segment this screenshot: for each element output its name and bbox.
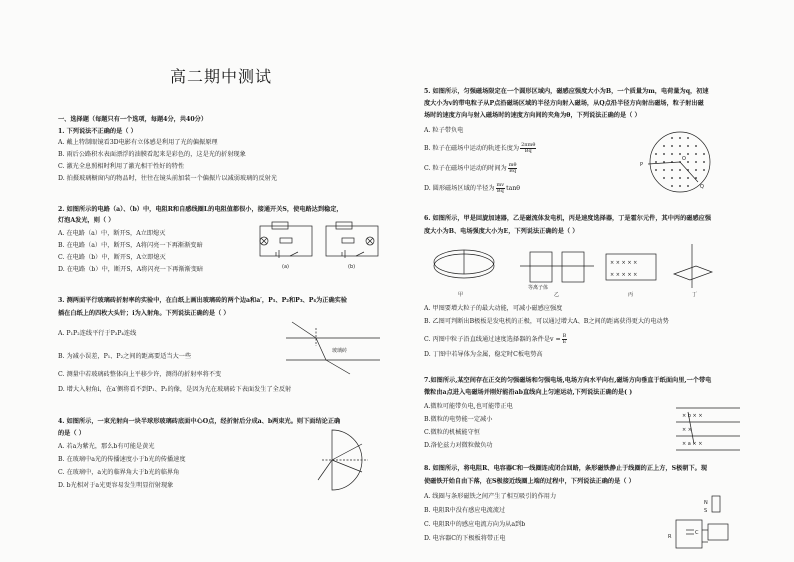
field-dot <box>687 161 689 163</box>
q2-circuit-figure <box>250 222 390 272</box>
field-dot <box>679 177 681 179</box>
q3-option-c: C. 测量中若玻璃砖整体向上平移少许，测得的折射率将不变 <box>58 371 222 378</box>
q3-stem-2: 插在白纸上的四枚大头针；i为入射角。下列说法正确的是（ ） <box>58 310 230 317</box>
q4-option-b: B. 在玻璃中a光的传播速度小于b光的传播速度 <box>58 456 186 463</box>
q6-option-a: A. 甲图要增大粒子的最大动能，可减小磁感应强度 <box>424 305 563 312</box>
q6-devices-figure <box>430 244 720 298</box>
q1-option-c: C. 激光全息照相时利用了激光相干性好的特性 <box>58 163 185 170</box>
field-dot <box>671 137 673 139</box>
q5-option-b-fraction <box>520 143 536 154</box>
field-dot <box>679 185 681 187</box>
q6-option-d: D. 丁图中若导体为金属，稳定时C板电势高 <box>424 351 543 358</box>
q6-option-c <box>424 334 568 345</box>
inductor-a <box>272 222 288 229</box>
q2-stem-2: 灯泡A发光，则（ ） <box>58 217 115 224</box>
field-dot <box>679 153 681 155</box>
q6-option-b: B. 乙图可判断出B极板是发电机的正极，可以通过增大A、B之间的距离获得更大的电动势 <box>424 318 669 325</box>
q6-c-denominator: E <box>562 339 567 345</box>
q5-option-d <box>424 183 520 194</box>
q1-option-b: B. 雨后公路积水表面漂浮的油膜看起来是彩色的，这是光的折射现象 <box>58 151 246 158</box>
field-dot <box>695 169 697 171</box>
q6-c-numerator: B <box>562 333 567 339</box>
point-p-label: P <box>640 162 644 168</box>
figure-bing-label: 丙 <box>628 292 634 298</box>
field-dot <box>663 153 665 155</box>
q7-crosses-3: × a × × <box>682 441 703 447</box>
q7-stem-1: 7.如图所示,某空间存在正交的匀强磁场和匀强电场,电场方向水平向右,磁场方向垂直于纸面向里,一个带电 <box>424 377 712 384</box>
q4-option-d: D. b光相对于a光更容易发生明显衍射现象 <box>58 482 174 489</box>
field-dot <box>703 169 705 171</box>
field-dot <box>679 169 681 171</box>
q5-option-d-fraction <box>496 183 506 194</box>
q4-option-c: C. 在玻璃中，a光的临界角大于b光的临界角 <box>58 469 180 476</box>
figure-ding-label: 丁 <box>692 292 698 298</box>
field-dot <box>671 177 673 179</box>
field-dot <box>695 153 697 155</box>
q3-glass-figure <box>286 322 382 374</box>
field-dot <box>679 145 681 147</box>
point-o-label: O <box>682 156 686 162</box>
field-dot <box>703 161 705 163</box>
q3-option-a: A. P₁P₂连线平行于P₃P₄连线 <box>58 330 137 337</box>
q3-stem-1: 3. 测两面平行玻璃砖折射率的实验中，在白纸上画出玻璃砖的两个边a和a′，P₁、P₂和P₃、P₄为正确实验 <box>58 297 348 304</box>
q5-c-denominator: Bq <box>509 168 517 174</box>
q5-option-d-text: D. 圆形磁场区域的半径为 <box>424 185 495 192</box>
q8-option-a: A. 线圈与条形磁铁之间产生了相互吸引的作用力 <box>424 493 557 500</box>
q6-option-c-text: C. 丙图中粒子沿直线通过速度选择器的条件是 <box>424 336 551 343</box>
q3-option-b: B. 为减小误差，P₁、P₂之间的距离要适当大一些 <box>58 353 192 360</box>
q2-stem-1: 2. 如图所示的电路（a）、（b）中，电阻R和自感线圈L的电阻值都很小，接通开关S，使电路达到稳定， <box>58 206 343 213</box>
q7-option-c: C.微粒的机械能守恒 <box>424 429 480 436</box>
q3-option-d: D. 增大入射角i，在a′侧将看不到P₁、P₂的像，是因为光在玻璃砖下表面发生了全反射 <box>58 386 292 393</box>
q5-b-numerator: 2πmθ <box>521 142 536 148</box>
field-dot <box>655 169 657 171</box>
q5-d-numerator: mv <box>496 182 505 188</box>
field-dot <box>655 161 657 163</box>
q7-field-figure <box>672 400 744 456</box>
q7-crosses-1: × b × × <box>682 413 703 419</box>
capacitor-c-label: C <box>695 530 699 536</box>
q1-option-d: D. 拍摄玻璃橱窗内的物品时，往往在镜头前加装一个偏振片以减弱玻璃的反射光 <box>58 175 278 182</box>
q2-option-d: D. 在电路（b）中，断开S，A将闪亮一下再渐渐变暗 <box>58 266 204 273</box>
q5-option-c <box>424 163 518 174</box>
field-dot <box>671 145 673 147</box>
field-dot <box>687 153 689 155</box>
q6-stem-2: 度大小为B、电场强度大小为E，下列说法正确的是（ ） <box>424 228 579 235</box>
q5-b-denominator: Bq <box>524 148 532 154</box>
field-dot <box>663 145 665 147</box>
q4-stem-1: 4. 如图所示，一束光射向一块半球形玻璃砖底面中心O点，经折射后分成a、b两束光。则下面结论正确 <box>58 418 341 425</box>
resistor-r-label: R <box>668 534 672 540</box>
field-dot <box>695 161 697 163</box>
q1-stem: 1. 下列说法不正确的是（ ） <box>58 128 137 135</box>
field-crosses-row-1: × × × × × <box>610 260 638 266</box>
plasma-label: 等离子体 <box>528 285 549 291</box>
field-dot <box>655 153 657 155</box>
q5-option-c-fraction <box>508 163 518 174</box>
field-dot <box>671 185 673 187</box>
q6-option-c-fraction <box>562 334 568 345</box>
q2-option-c: C. 在电路（b）中，断开S，A立即熄灭 <box>58 254 166 261</box>
q2-option-a: A. 在电路（a）中，断开S，A立即熄灭 <box>58 230 166 237</box>
field-dot <box>703 153 705 155</box>
q8-stem-1: 8. 如图所示，将电阻R、电容器C和一线圈连成闭合回路，条形磁铁静止于线圈的正上方，S极朝下。现 <box>424 465 708 472</box>
q5-d-denominator: Bq <box>496 188 504 194</box>
q8-stem-2: 使磁铁开始自由下落，在S极接近线圈上端的过程中，下列说法正确的是（ ） <box>424 478 635 485</box>
q7-option-b: B.微粒的电势能一定减小 <box>424 416 493 423</box>
q5-option-b <box>424 143 537 154</box>
q5-d-tail: tanθ <box>506 185 521 192</box>
field-dot <box>671 153 673 155</box>
q5-option-a: A. 粒子带负电 <box>424 127 464 134</box>
point-q-label: Q <box>700 184 704 190</box>
q8-option-c: C. 电阻R中的感应电流方向为从a到b <box>424 521 526 528</box>
magnet-s-label: S <box>704 508 708 514</box>
q7-option-d: D.洛伦兹力对微粒做负功 <box>424 442 493 449</box>
q5-c-numerator: mθ <box>508 162 517 168</box>
q8-magnet-coil-figure <box>668 496 740 554</box>
section-heading: 一、选择题（每题只有一个选项，每题4分，共40分） <box>58 116 208 123</box>
page-title: 高二期中测试 <box>170 67 273 86</box>
q7-stem-2: 微粒由a点进入电磁场并刚好能沿ab直线向上匀速运动,下列说法正确的是( ) <box>424 389 633 396</box>
field-dot <box>687 177 689 179</box>
field-dot <box>671 169 673 171</box>
q4-hemisphere-figure <box>318 428 378 494</box>
figure-yi-label: 乙 <box>554 292 560 298</box>
field-dot <box>695 145 697 147</box>
q6-stem-1: 6. 如图所示，甲是回旋加速器，乙是磁流体发电机，丙是速度选择器，丁是霍尔元件，其中丙的磁感应强 <box>424 215 712 222</box>
magnet-n-label: N <box>704 500 708 506</box>
field-dot <box>687 137 689 139</box>
q5-stem-1: 5. 如图所示，匀强磁场限定在一个圆形区域内，磁感应强度大小为B，一个质量为m，电荷量为q，初速 <box>424 88 709 95</box>
q5-magnetic-field-figure <box>640 130 712 194</box>
q5-option-b-text: B. 粒子在磁场中运动的轨迹长度为 <box>424 145 520 152</box>
field-crosses-row-2: × × × × × <box>610 272 638 278</box>
figure-a-label: (a) <box>282 264 289 270</box>
q5-option-c-text: C. 粒子在磁场中运动的时间为 <box>424 165 507 172</box>
field-dot <box>687 145 689 147</box>
field-dot <box>663 177 665 179</box>
q8-option-b: B. 电阻R中没有感应电流流过 <box>424 507 506 514</box>
q4-stem-2: 的是（ ） <box>58 430 85 437</box>
glass-slab-label: 玻璃砖 <box>332 348 348 354</box>
resistor-b <box>336 222 352 229</box>
field-dot <box>663 169 665 171</box>
field-dot <box>687 185 689 187</box>
q1-option-a: A. 戴上特制眼镜看3D电影有立体感是利用了光的偏振原理 <box>58 139 218 146</box>
q8-option-d: D. 电容器C的下极板将带正电 <box>424 535 506 542</box>
figure-b-label: (b) <box>348 264 356 270</box>
q4-option-a: A. 若a为紫光，那么b有可能是黄光 <box>58 443 155 450</box>
field-dot <box>679 137 681 139</box>
q5-stem-2: 度大小为v的带电粒子从P点沿磁场区域的半径方向射入磁场，从Q点沿半径方向射出磁场，粒子射出磁 <box>424 100 704 107</box>
q7-option-a: A.微粒可能带负电,也可能带正电 <box>424 403 513 410</box>
q6-option-c-equation: v = <box>550 336 561 343</box>
figure-jia-label: 甲 <box>458 292 464 298</box>
q5-stem-3: 场时的速度方向与射入磁场时的速度方向间的夹角为θ，下列说法正确的是（ ） <box>424 112 641 119</box>
q2-option-b: B. 在电路（a）中，断开S，A将闪亮一下再渐渐变暗 <box>58 242 203 249</box>
q7-crosses-2: × × <box>682 427 692 433</box>
